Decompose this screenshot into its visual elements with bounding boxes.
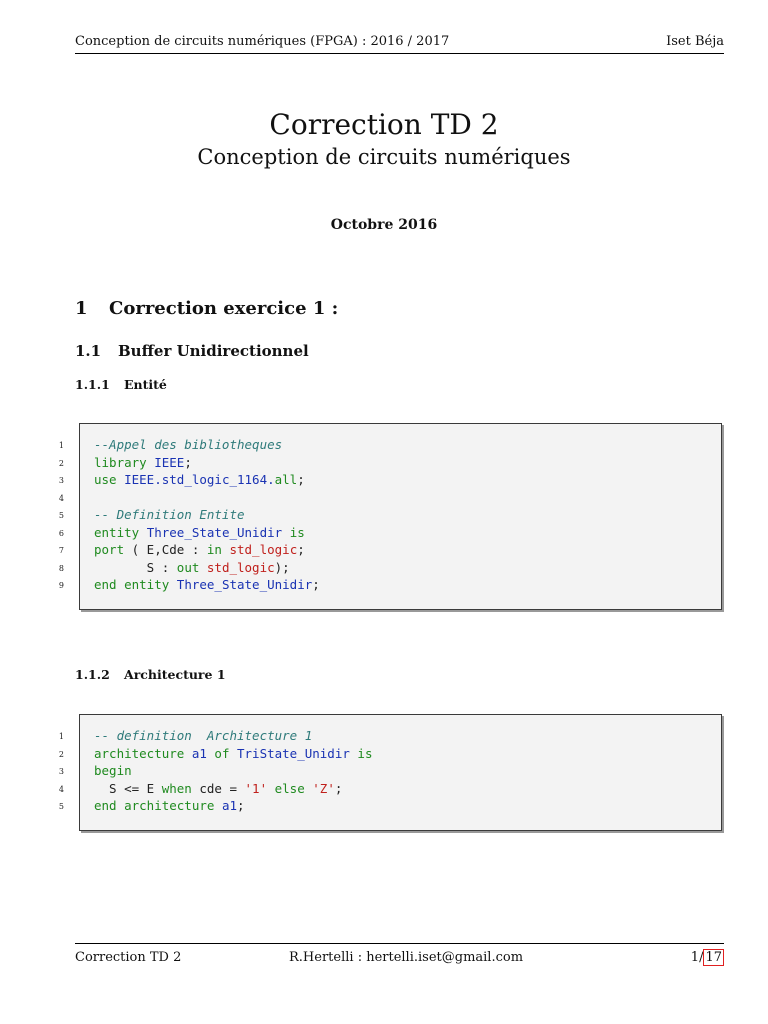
code-token: in <box>206 542 230 557</box>
code-token: S <= E <box>94 780 162 796</box>
code-token: ( E,Cde : <box>124 542 207 557</box>
code-line-number: 9 <box>58 581 64 590</box>
code-line <box>94 728 312 743</box>
code-token: Three_State_Unidir <box>176 577 313 592</box>
footer-rule <box>75 943 724 944</box>
code-token: IEEE.std_logic_1164. <box>124 472 275 487</box>
code-line-number: 1 <box>58 732 64 741</box>
code-token: end architecture <box>94 798 222 813</box>
document-subtitle: Conception de circuits numériques <box>197 145 571 169</box>
code-token: ; <box>297 472 305 487</box>
subsubsection-number: 1.1.2 <box>75 667 110 682</box>
page-current: 1 <box>690 950 700 965</box>
code-token: of <box>214 745 237 761</box>
code-token: std_logic <box>229 542 298 557</box>
code-line-number: 5 <box>58 511 64 520</box>
code-line-number: 2 <box>58 458 64 468</box>
code-token: a1 <box>191 745 215 761</box>
subsubsection-heading-architecture <box>75 667 226 682</box>
code-line <box>94 455 192 470</box>
code-line-number: 6 <box>58 528 64 538</box>
code-line <box>94 542 305 557</box>
code-line <box>94 437 282 452</box>
code-token: S : <box>94 559 177 575</box>
code-token: else <box>267 780 313 796</box>
code-token: use <box>94 472 125 487</box>
code-token: ; <box>237 798 245 813</box>
code-token: '1' <box>244 780 268 796</box>
header-rule <box>75 53 724 54</box>
code-line-number: 1 <box>58 441 64 450</box>
code-token: library <box>94 454 155 470</box>
code-line <box>94 746 372 761</box>
section-heading <box>75 298 338 319</box>
code-line <box>94 781 342 796</box>
code-token: ); <box>274 559 290 575</box>
subsubsection-heading-entite <box>75 377 167 392</box>
code-line-number: 4 <box>58 493 64 503</box>
code-line <box>94 763 132 778</box>
page-number <box>691 950 724 965</box>
footer-title: Correction TD 2 <box>75 950 182 965</box>
code-line <box>94 577 320 592</box>
code-token: all <box>274 472 298 487</box>
running-header-right: Iset Béja <box>666 34 724 49</box>
code-line <box>94 507 245 522</box>
code-token: port <box>94 542 125 557</box>
code-token: -- Definition Entite <box>94 507 245 522</box>
code-line <box>94 472 305 487</box>
code-token: Three_State_Unidir <box>146 524 290 540</box>
code-line <box>94 798 245 813</box>
code-token: -- definition Architecture 1 <box>94 728 313 743</box>
code-line-number: 2 <box>58 749 64 759</box>
code-line <box>94 525 305 540</box>
subsubsection-title: Entité <box>124 377 167 392</box>
code-token: TriState_Unidir <box>237 745 358 761</box>
document-date: Octobre 2016 <box>330 217 438 233</box>
code-token: ; <box>297 542 305 557</box>
code-token: a1 <box>221 798 237 813</box>
code-token: ; <box>312 577 320 592</box>
code-token: begin <box>94 763 132 778</box>
code-token: IEEE <box>154 454 185 470</box>
document-title: Correction TD 2 <box>269 108 499 141</box>
page-separator: / <box>699 950 704 965</box>
code-line-number: 4 <box>58 784 64 794</box>
subsection-heading <box>75 342 309 360</box>
code-line-number: 5 <box>58 802 64 811</box>
code-token: is <box>357 745 373 761</box>
page-total-link[interactable]: 17 <box>705 950 722 965</box>
subsubsection-number: 1.1.1 <box>75 377 110 392</box>
subsection-title: Buffer Unidirectionnel <box>118 342 309 360</box>
code-line <box>94 560 290 575</box>
code-token: cde = <box>191 780 245 796</box>
code-line-number: 3 <box>58 476 64 485</box>
running-header-left: Conception de circuits numériques (FPGA) : 2016 / 2017 <box>75 34 450 49</box>
subsubsection-title: Architecture 1 <box>124 667 226 682</box>
code-line-number: 7 <box>58 546 64 555</box>
code-token: --Appel des bibliotheques <box>94 437 283 452</box>
code-token: end entity <box>94 577 177 592</box>
code-token: architecture <box>94 745 192 761</box>
code-token: when <box>161 780 192 796</box>
code-token: ; <box>184 454 192 470</box>
code-token: ; <box>334 780 343 796</box>
subsection-number: 1.1 <box>75 342 102 360</box>
code-token: std_logic <box>206 559 275 575</box>
code-token: 'Z' <box>312 780 335 796</box>
section-number: 1 <box>75 298 88 319</box>
code-token: entity <box>94 524 147 540</box>
code-line-number: 8 <box>58 563 64 573</box>
code-line-number: 3 <box>58 767 64 776</box>
footer-author-email: R.Hertelli : hertelli.iset@gmail.com <box>289 950 524 965</box>
section-title: Correction exercice 1 : <box>109 298 339 319</box>
code-token: is <box>289 524 305 540</box>
code-token: out <box>176 559 207 575</box>
